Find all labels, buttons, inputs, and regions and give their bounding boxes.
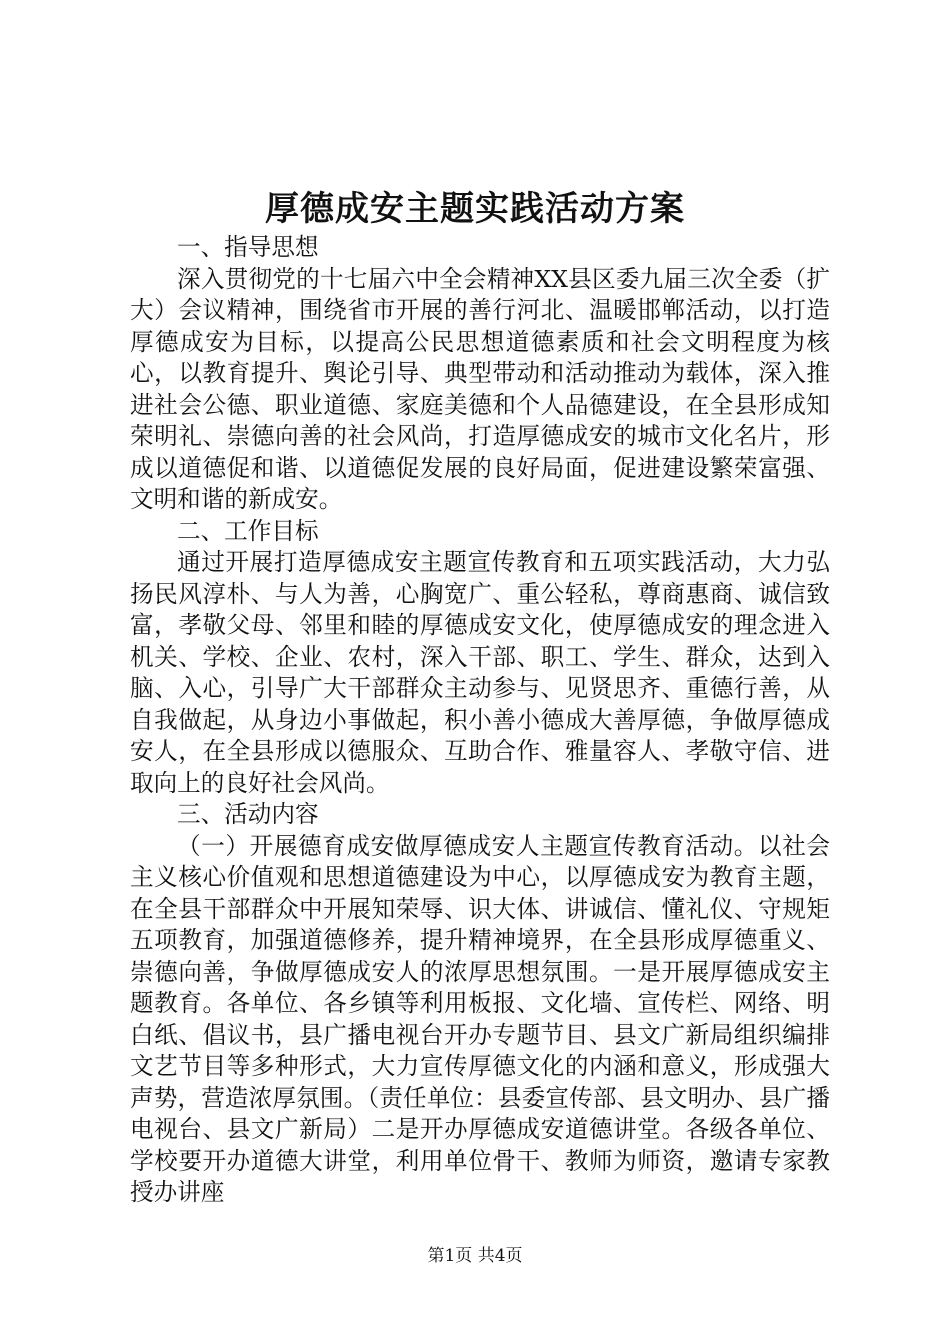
paragraph-work-goals: 通过开展打造厚德成安主题宣传教育和五项实践活动，大力弘扬民风淳朴、与人为善，心胸宽广、重公轻私，尊商惠商、诚信致富，孝敬父母、邻里和睦的厚德成安文化，使厚德成安的理念进入机关、学校、企业、农村，深入干部、职工、学生、群众，达到入脑、入心，引导广大干部群众主动参与、见贤思齐、重德行善，从自我做起，从身边小事做起，积小善小德成大善厚德，争做厚德成安人，在全县形成以德服众、互助合作、雅量容人、孝敬守信、进取向上的良好社会风尚。 bbox=[130, 548, 830, 797]
document-body bbox=[130, 232, 830, 1209]
section-heading-guiding-ideology: 一、指导思想 bbox=[177, 233, 319, 261]
document-title: 厚德成安主题实践活动方案 bbox=[265, 189, 685, 229]
paragraph-guiding-ideology: 深入贯彻党的十七届六中全会精神XX县区委九届三次全委（扩大）会议精神，围绕省市开展的善行河北、温暖邯郸活动，以打造厚德成安为目标，以提高公民思想道德素质和社会文明程度为核心，以教育提升、舆论引导、典型带动和活动推动为载体，深入推进社会公德、职业道德、家庭美德和个人品德建设，在全县形成知荣明礼、崇德向善的社会风尚，打造厚德成安的城市文化名片，形成以道德促和谐、以道德促发展的良好局面，促进建设繁荣富强、文明和谐的新成安。 bbox=[130, 264, 830, 513]
page-footer: 第1页 共4页 bbox=[427, 1246, 523, 1266]
section-heading-work-goals: 二、工作目标 bbox=[177, 516, 319, 545]
paragraph-activity-content: （一）开展德育成安做厚德成安人主题宣传教育活动。以社会主义核心价值观和思想道德建设为中心，以厚德成安为教育主题，在全县干部群众中开展知荣辱、识大体、讲诚信、懂礼仪、守规矩五项教育，加强道德修养，提升精神境界，在全县形成厚德重义、崇德向善，争做厚德成安人的浓厚思想氛围。一是开展厚德成安主题教育。各单位、各乡镇等利用板报、文化墙、宣传栏、网络、明白纸、倡议书，县广播电视台开办专题节目、县文广新局组织编排文艺节目等多种形式，大力宣传厚德文化的内涵和意义，形成强大声势，营造浓厚氛围。（责任单位：县委宣传部、县文明办、县广播电视台、县文广新局）二是开办厚德成安道德讲堂。各级各单位、学校要开办道德大讲堂，利用单位骨干、教师为师资，邀请专家教授办讲座 bbox=[130, 831, 830, 1206]
section-heading-activity-content: 三、活动内容 bbox=[177, 800, 319, 828]
